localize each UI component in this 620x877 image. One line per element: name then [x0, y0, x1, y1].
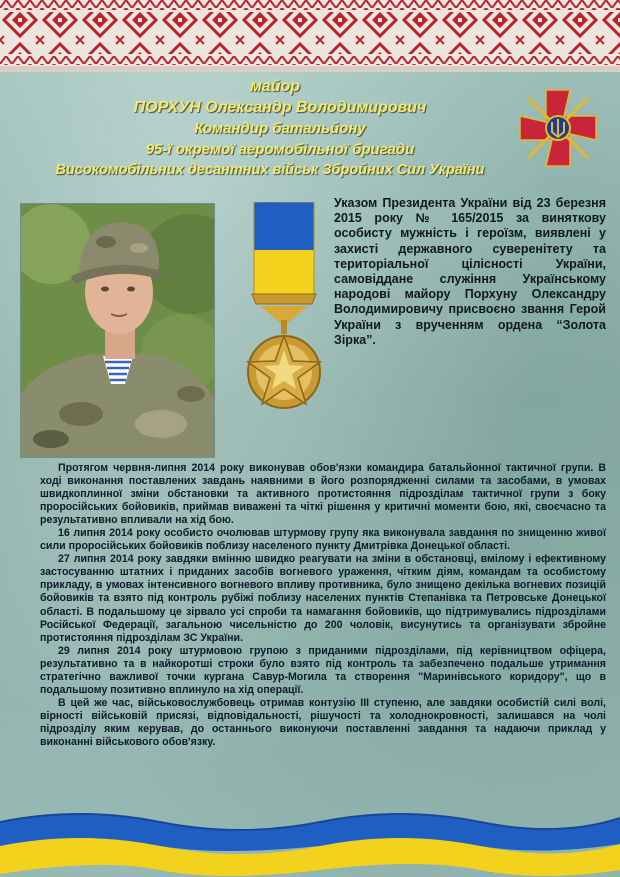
- embroidery-ornament: [0, 0, 620, 72]
- rank-title: майор: [249, 78, 301, 95]
- decree-text: Указом Президента України від 23 березня 2015 року № 165/2015 за виняткову особисту мужність і героїзм, виявлені у захисті державного суверенітету та територіальної цілісності України, самовіддане служіння Українському народові майору Порхуну Олександру Володимировичу присвоєно звання Герой України з врученням ордена “Золота Зірка”.: [334, 196, 606, 347]
- biography: [40, 462, 606, 749]
- gold-star-medal-icon: [244, 202, 324, 417]
- position-title: Командир батальйону: [194, 120, 366, 137]
- biography-paragraph: В цей же час, військовослужбовець отримав контузію ІІІ ступеню, але завдяки особистій силі волі, вірності військовій присязі, відповідальності, рішучості та холоднокровності, залишався на чолі підрозділу яким керував, до останнього виконуючи поставленні завдання та надаючи приклад у виконанні військового обов'язку.: [40, 696, 606, 748]
- person-name: ПОРХУН Олександр Володимирович: [133, 99, 427, 116]
- biography-paragraph: 29 липня 2014 року штурмовою групою з приданими підрозділами, під керівництвом офіцера, результативно та в найкоротші строки було взято під контроль та забезпечено подальше утримання стратегічно важливої точки кургана Савур-Могила та створення "Маринівського коридору", що в подальшому позитивно вплинуло на хід операції.: [40, 644, 606, 696]
- biography-paragraph: 27 липня 2014 року завдяки вмінню швидко реагувати на зміни в обстановці, вмілому і ефективному застосуванню штатних і приданих засобів вогневого ураження, чітким діям, командам та особистому прикладу, в умовах інтенсивного вогневого впливу противника, було знищено декілька вогневих позицій бойовиків та взято під контроль рубіжі поблизу населених пунктів Степанівка та Петровське Донецької області. В подальшому це зірвало усі спроби та намагання бойовиків, що підтримувались підрозділами Російської Федерації, загальною чисельністю до 200 чоловік, висунутись та організувати збройне протистояння підрозділам ЗС України.: [40, 553, 606, 644]
- brigade-title: 95-ї окремої аеромобільної бригади: [145, 141, 415, 158]
- heading-block: [0, 76, 520, 180]
- biography-paragraph: Протягом червня-липня 2014 року виконував обов'язки командира батальйонної тактичної групи. В ході виконання поставлених завдань наявними в його розпорядженні силами та засобами, в умовах швидкоплинної зміни обстановки та активного протистояння підрозділам тактичної групи з боку проросійських бойовиків, приймав виважені та чіткі рішення у критичні моменти бою, які, своєчасно та результативно впливали на хід бою.: [40, 462, 606, 527]
- armed-forces-emblem-icon: [516, 86, 600, 170]
- ukraine-flag-ribbon: [0, 800, 620, 877]
- portrait-photo: [20, 203, 215, 458]
- troops-title: Високомобільних десантних військ Збройних Сил України: [55, 162, 485, 178]
- biography-paragraph: 16 липня 2014 року особисто очолював штурмову групу яка виконувала завдання по знищенню живої сили проросійських бойовиків поблизу населеного пункту Дмитрівка Донецької області.: [40, 527, 606, 553]
